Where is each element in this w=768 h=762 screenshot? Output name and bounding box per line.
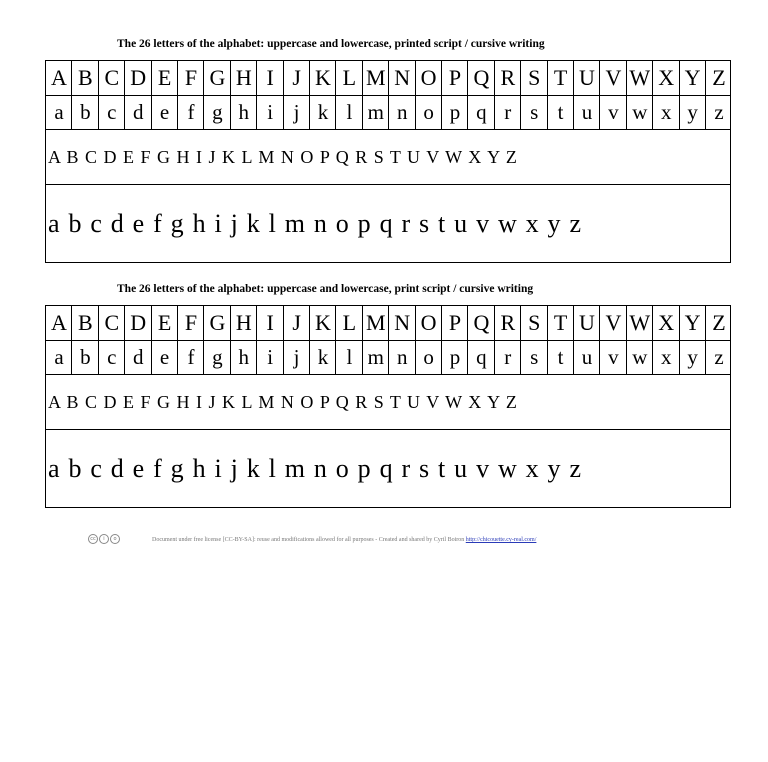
letter-cell: v <box>608 100 619 124</box>
letter-cell: e <box>159 345 170 369</box>
letter-cell: W <box>629 65 651 90</box>
letter-cell: C <box>104 65 120 90</box>
letter-cell: Z <box>712 310 726 335</box>
letter-cell: I <box>266 310 274 335</box>
letter-cell: W <box>629 310 651 335</box>
letter-cell: z <box>714 345 724 369</box>
letter-cell: F <box>184 65 198 90</box>
attribution-icon: i <box>99 534 109 544</box>
letter-cell: g <box>212 345 223 369</box>
letter-cell: A <box>51 65 67 90</box>
letter-cell: G <box>209 65 226 90</box>
letter-cell: H <box>235 65 252 90</box>
letter-cell: P <box>448 310 462 335</box>
lowercase-cell-row <box>46 96 730 130</box>
author-website-link[interactable]: http://chicouette.cy-real.com/ <box>465 537 537 543</box>
letter-cell: V <box>605 310 622 335</box>
letter-cell: u <box>581 100 593 124</box>
letter-cell: Y <box>684 310 701 335</box>
letter-cell: c <box>107 345 117 369</box>
letter-cell: K <box>315 65 331 90</box>
letter-cell: x <box>660 345 672 369</box>
letter-cell: s <box>530 345 539 369</box>
letter-cell: A <box>51 310 67 335</box>
letter-cell: V <box>605 65 622 90</box>
letter-cell: q <box>476 100 487 124</box>
alphabet-table <box>45 60 731 263</box>
letter-cell: C <box>104 310 120 335</box>
uppercase-cell-row <box>46 306 730 341</box>
lowercase-strip: a b c d e f g h i j k l m n o p q r s t u v w x y z <box>48 208 583 238</box>
letter-cell: R <box>500 310 516 335</box>
letter-cell: f <box>187 100 195 124</box>
uppercase-strip: A B C D E F G H I J K L M N O P Q R S T U V W X Y Z <box>48 146 518 167</box>
letter-cell: m <box>367 100 384 124</box>
alphabet-table <box>45 305 731 508</box>
letter-cell: t <box>557 345 564 369</box>
letter-cell: O <box>420 310 437 335</box>
letter-cell: F <box>184 310 198 335</box>
letter-cell: b <box>80 100 91 124</box>
lowercase-strip: a b c d e f g h i j k l m n o p q r s t u v w x y z <box>48 453 583 483</box>
alphabet-section-2 <box>45 283 731 509</box>
section-title: The 26 letters of the alphabet: uppercase and lowercase, printed script / cursive writing <box>117 38 545 50</box>
letter-cell: p <box>449 345 461 369</box>
letter-cell: y <box>687 345 698 369</box>
letter-cell: T <box>553 310 568 335</box>
letter-cell: E <box>157 65 172 90</box>
letter-cell: z <box>714 100 724 124</box>
letter-cell: n <box>396 100 408 124</box>
letter-cell: G <box>209 310 226 335</box>
share-alike-icon: o <box>110 534 120 544</box>
letter-cell: r <box>504 100 512 124</box>
letter-cell: l <box>346 100 353 124</box>
letter-cell: p <box>449 100 461 124</box>
letter-cell: l <box>346 345 353 369</box>
letter-cell: v <box>608 345 619 369</box>
letter-cell: X <box>658 310 675 335</box>
letter-cell: f <box>187 345 195 369</box>
letter-cell: Z <box>712 65 726 90</box>
letter-cell: o <box>423 345 434 369</box>
letter-cell: j <box>293 100 300 124</box>
footer-text-line <box>152 537 536 543</box>
letter-cell: E <box>157 310 172 335</box>
letter-cell: h <box>238 345 250 369</box>
letter-cell: P <box>448 65 462 90</box>
uppercase-strip-row <box>46 375 730 430</box>
letter-cell: K <box>315 310 331 335</box>
letter-cell: Q <box>473 65 490 90</box>
letter-cell: q <box>476 345 487 369</box>
letter-cell: e <box>159 100 170 124</box>
letter-cell: U <box>579 310 595 335</box>
letter-cell: L <box>342 65 357 90</box>
alphabet-section-1 <box>45 38 731 264</box>
letter-cell: O <box>420 65 437 90</box>
letter-cell: i <box>267 100 274 124</box>
letter-cell: Y <box>684 65 701 90</box>
letter-cell: B <box>78 65 93 90</box>
creative-commons-icon: cc <box>88 534 98 544</box>
letter-cell: N <box>394 310 411 335</box>
letter-cell: x <box>660 100 672 124</box>
letter-cell: Q <box>473 310 490 335</box>
letter-cell: a <box>54 345 64 369</box>
letter-cell: w <box>632 345 648 369</box>
letter-cell: M <box>366 65 386 90</box>
letter-cell: y <box>687 100 698 124</box>
letter-cell: w <box>632 100 648 124</box>
letter-cell: m <box>367 345 384 369</box>
license-footer <box>88 534 648 548</box>
letter-cell: h <box>238 100 250 124</box>
letter-cell: s <box>530 100 539 124</box>
letter-cell: U <box>579 65 595 90</box>
letter-cell: D <box>130 65 147 90</box>
letter-cell: L <box>342 310 357 335</box>
letter-cell: B <box>78 310 93 335</box>
letter-cell: i <box>267 345 274 369</box>
letter-cell: a <box>54 100 64 124</box>
letter-cell: S <box>528 310 541 335</box>
letter-cell: J <box>292 65 301 90</box>
uppercase-strip-row <box>46 130 730 185</box>
license-text: Document under free license [CC-BY-SA]: reuse and modifications allowed for all purposes - Created and shared by Cyril Boiron <box>152 537 465 543</box>
license-icons <box>88 534 120 544</box>
letter-cell: R <box>500 65 516 90</box>
letter-cell: g <box>212 100 223 124</box>
letter-cell: b <box>80 345 91 369</box>
uppercase-cell-row <box>46 61 730 96</box>
letter-cell: D <box>130 310 147 335</box>
letter-cell: H <box>235 310 252 335</box>
letter-cell: n <box>396 345 408 369</box>
letter-cell: r <box>504 345 512 369</box>
lowercase-cell-row <box>46 341 730 375</box>
letter-cell: c <box>107 100 117 124</box>
letter-cell: d <box>132 345 144 369</box>
letter-cell: I <box>266 65 274 90</box>
lowercase-strip-row <box>46 430 730 507</box>
letter-cell: X <box>658 65 675 90</box>
letter-cell: d <box>132 100 144 124</box>
letter-cell: o <box>423 100 434 124</box>
letter-cell: u <box>581 345 593 369</box>
letter-cell: j <box>293 345 300 369</box>
lowercase-strip-row <box>46 185 730 262</box>
letter-cell: k <box>317 100 329 124</box>
letter-cell: k <box>317 345 329 369</box>
letter-cell: t <box>557 100 564 124</box>
uppercase-strip: A B C D E F G H I J K L M N O P Q R S T U V W X Y Z <box>48 391 518 412</box>
letter-cell: N <box>394 65 411 90</box>
letter-cell: M <box>366 310 386 335</box>
letter-cell: T <box>553 65 568 90</box>
letter-cell: S <box>528 65 541 90</box>
section-title: The 26 letters of the alphabet: uppercase and lowercase, print script / cursive writing <box>117 283 534 295</box>
letter-cell: J <box>292 310 301 335</box>
